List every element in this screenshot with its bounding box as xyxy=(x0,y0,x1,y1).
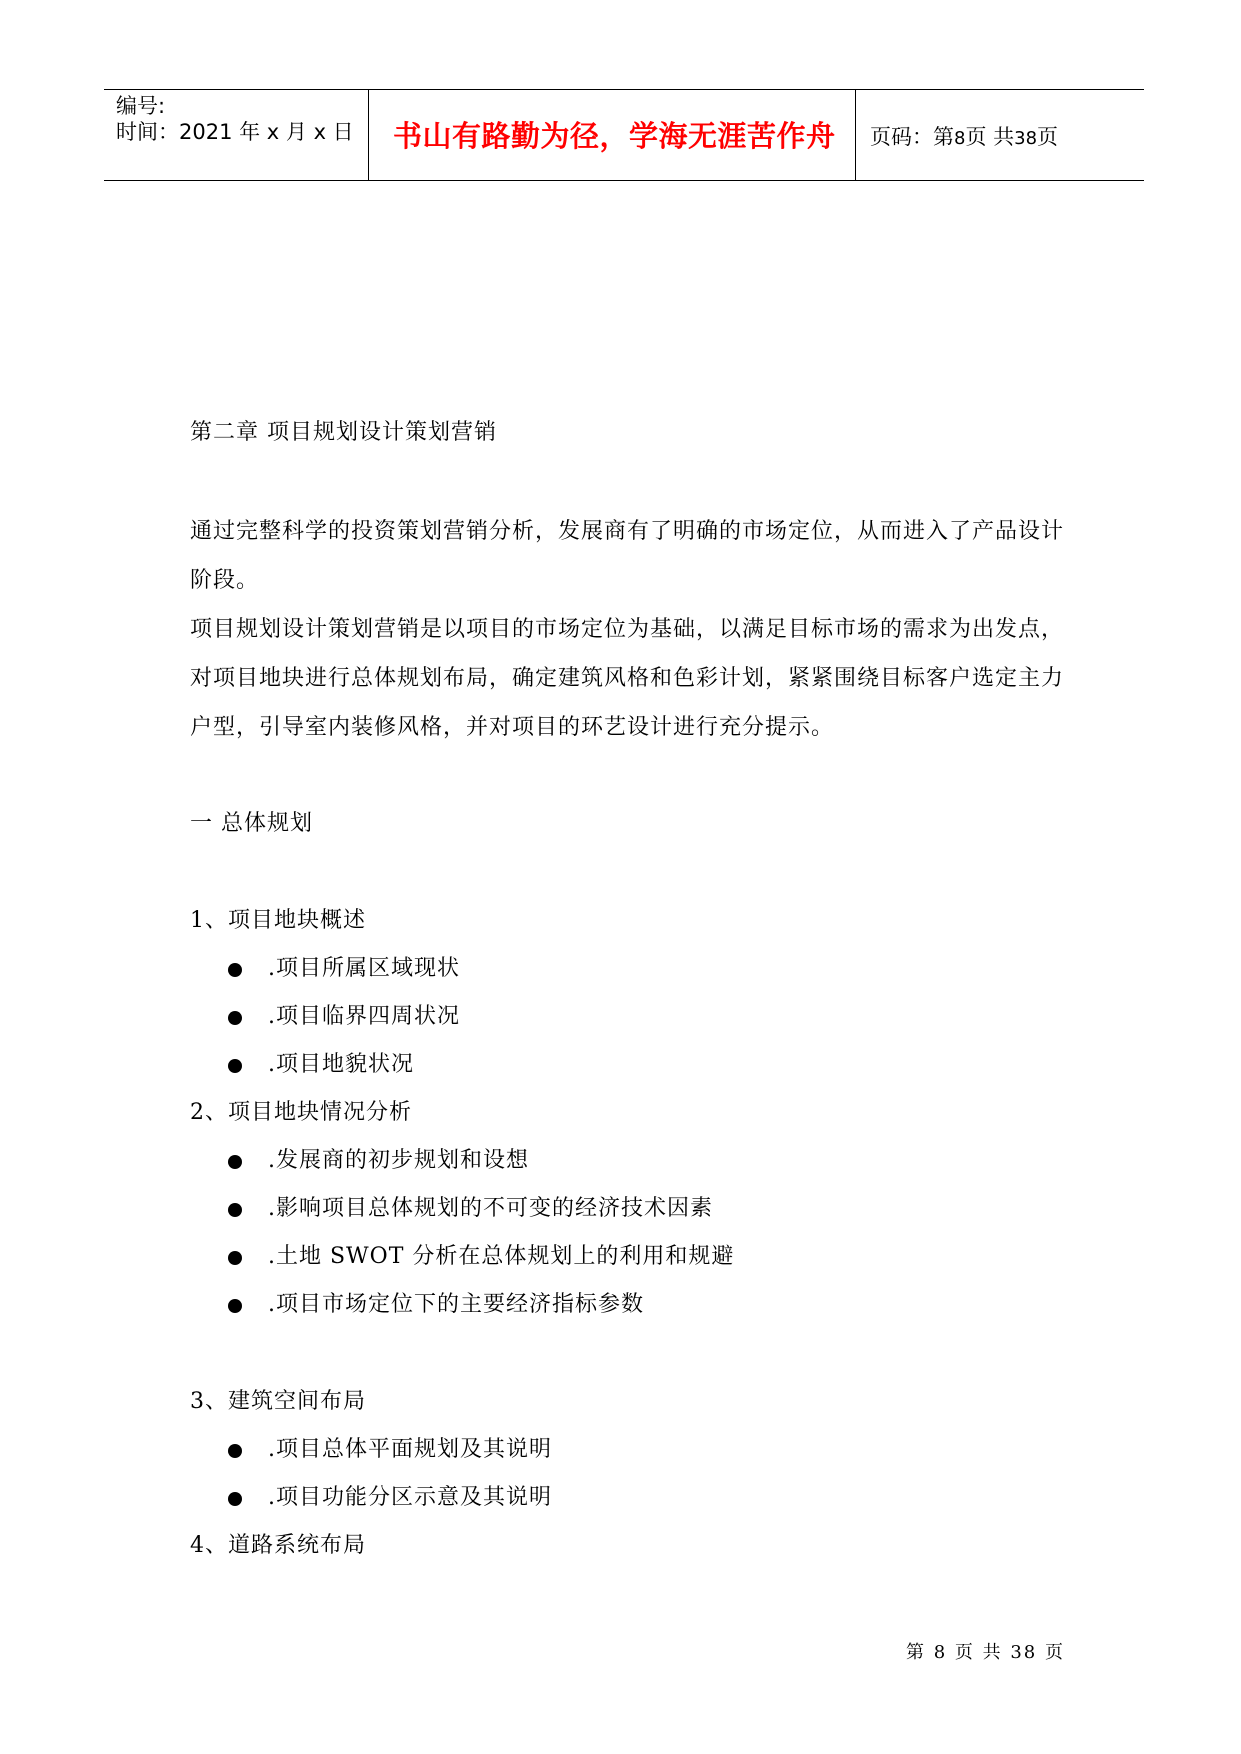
page-current: 8 xyxy=(954,128,966,149)
header-motto: 书山有路勤为径，学海无涯苦作舟 xyxy=(393,119,836,153)
item-heading-2: 2、项目地块情况分析 xyxy=(190,1100,412,1125)
item-heading-3: 3、建筑空间布局 xyxy=(190,1389,366,1414)
document-header xyxy=(104,89,1144,181)
page-footer: 第 8 页 共 38 页 xyxy=(906,1642,1065,1663)
bullet-icon xyxy=(228,1492,242,1506)
list-item-text: .项目临界四周状况 xyxy=(268,1004,460,1029)
header-page-info xyxy=(870,127,1058,148)
intro-paragraph-1: 通过完整科学的投资策划营销分析，发展商有了明确的市场定位，从而进入了产品设计阶段。 xyxy=(190,519,1065,593)
list-item-text: .项目地貌状况 xyxy=(268,1052,414,1077)
intro-paragraph-2: 项目规划设计策划营销是以项目的市场定位为基础，以满足目标市场的需求为出发点，对项目地块进行总体规划布局，确定建筑风格和色彩计划，紧紧围绕目标客户选定主力户型，引导室内装修风格，并对项目的环艺设计进行充分提示。 xyxy=(190,617,1065,740)
section-heading-overall-planning: 一 总体规划 xyxy=(190,811,313,836)
list-item-text: .发展商的初步规划和设想 xyxy=(268,1148,529,1173)
page-end-label: 页 xyxy=(1037,125,1059,149)
page-mid-label: 页 共 xyxy=(965,125,1015,149)
bullet-icon xyxy=(228,1203,242,1217)
bullet-icon xyxy=(228,1251,242,1265)
list-item-text: .土地 SWOT 分析在总体规划上的利用和规避 xyxy=(268,1244,735,1269)
page-total: 38 xyxy=(1014,128,1038,149)
header-page-cell xyxy=(856,90,1144,180)
list-item-text: .项目所属区域现状 xyxy=(268,956,460,981)
bullet-icon xyxy=(228,963,242,977)
item-heading-1: 1、项目地块概述 xyxy=(190,908,366,933)
document-time-label: 时间：2021 年 x 月 x 日 xyxy=(116,120,354,144)
bullet-icon xyxy=(228,1155,242,1169)
list-item-text: .项目市场定位下的主要经济指标参数 xyxy=(268,1292,644,1317)
bullet-icon xyxy=(228,1444,242,1458)
item-heading-4: 4、道路系统布局 xyxy=(190,1533,366,1558)
list-item-text: .项目总体平面规划及其说明 xyxy=(268,1437,552,1462)
bullet-icon xyxy=(228,1059,242,1073)
document-number-label: 编号: xyxy=(116,94,166,118)
bullet-icon xyxy=(228,1299,242,1313)
list-item-text: .影响项目总体规划的不可变的经济技术因素 xyxy=(268,1196,713,1221)
header-left-cell xyxy=(104,90,368,180)
list-item-text: .项目功能分区示意及其说明 xyxy=(268,1485,552,1510)
page-label: 页码：第 xyxy=(870,125,954,149)
bullet-icon xyxy=(228,1011,242,1025)
header-motto-cell xyxy=(368,90,856,180)
chapter-title: 第二章 项目规划设计策划营销 xyxy=(190,420,497,445)
